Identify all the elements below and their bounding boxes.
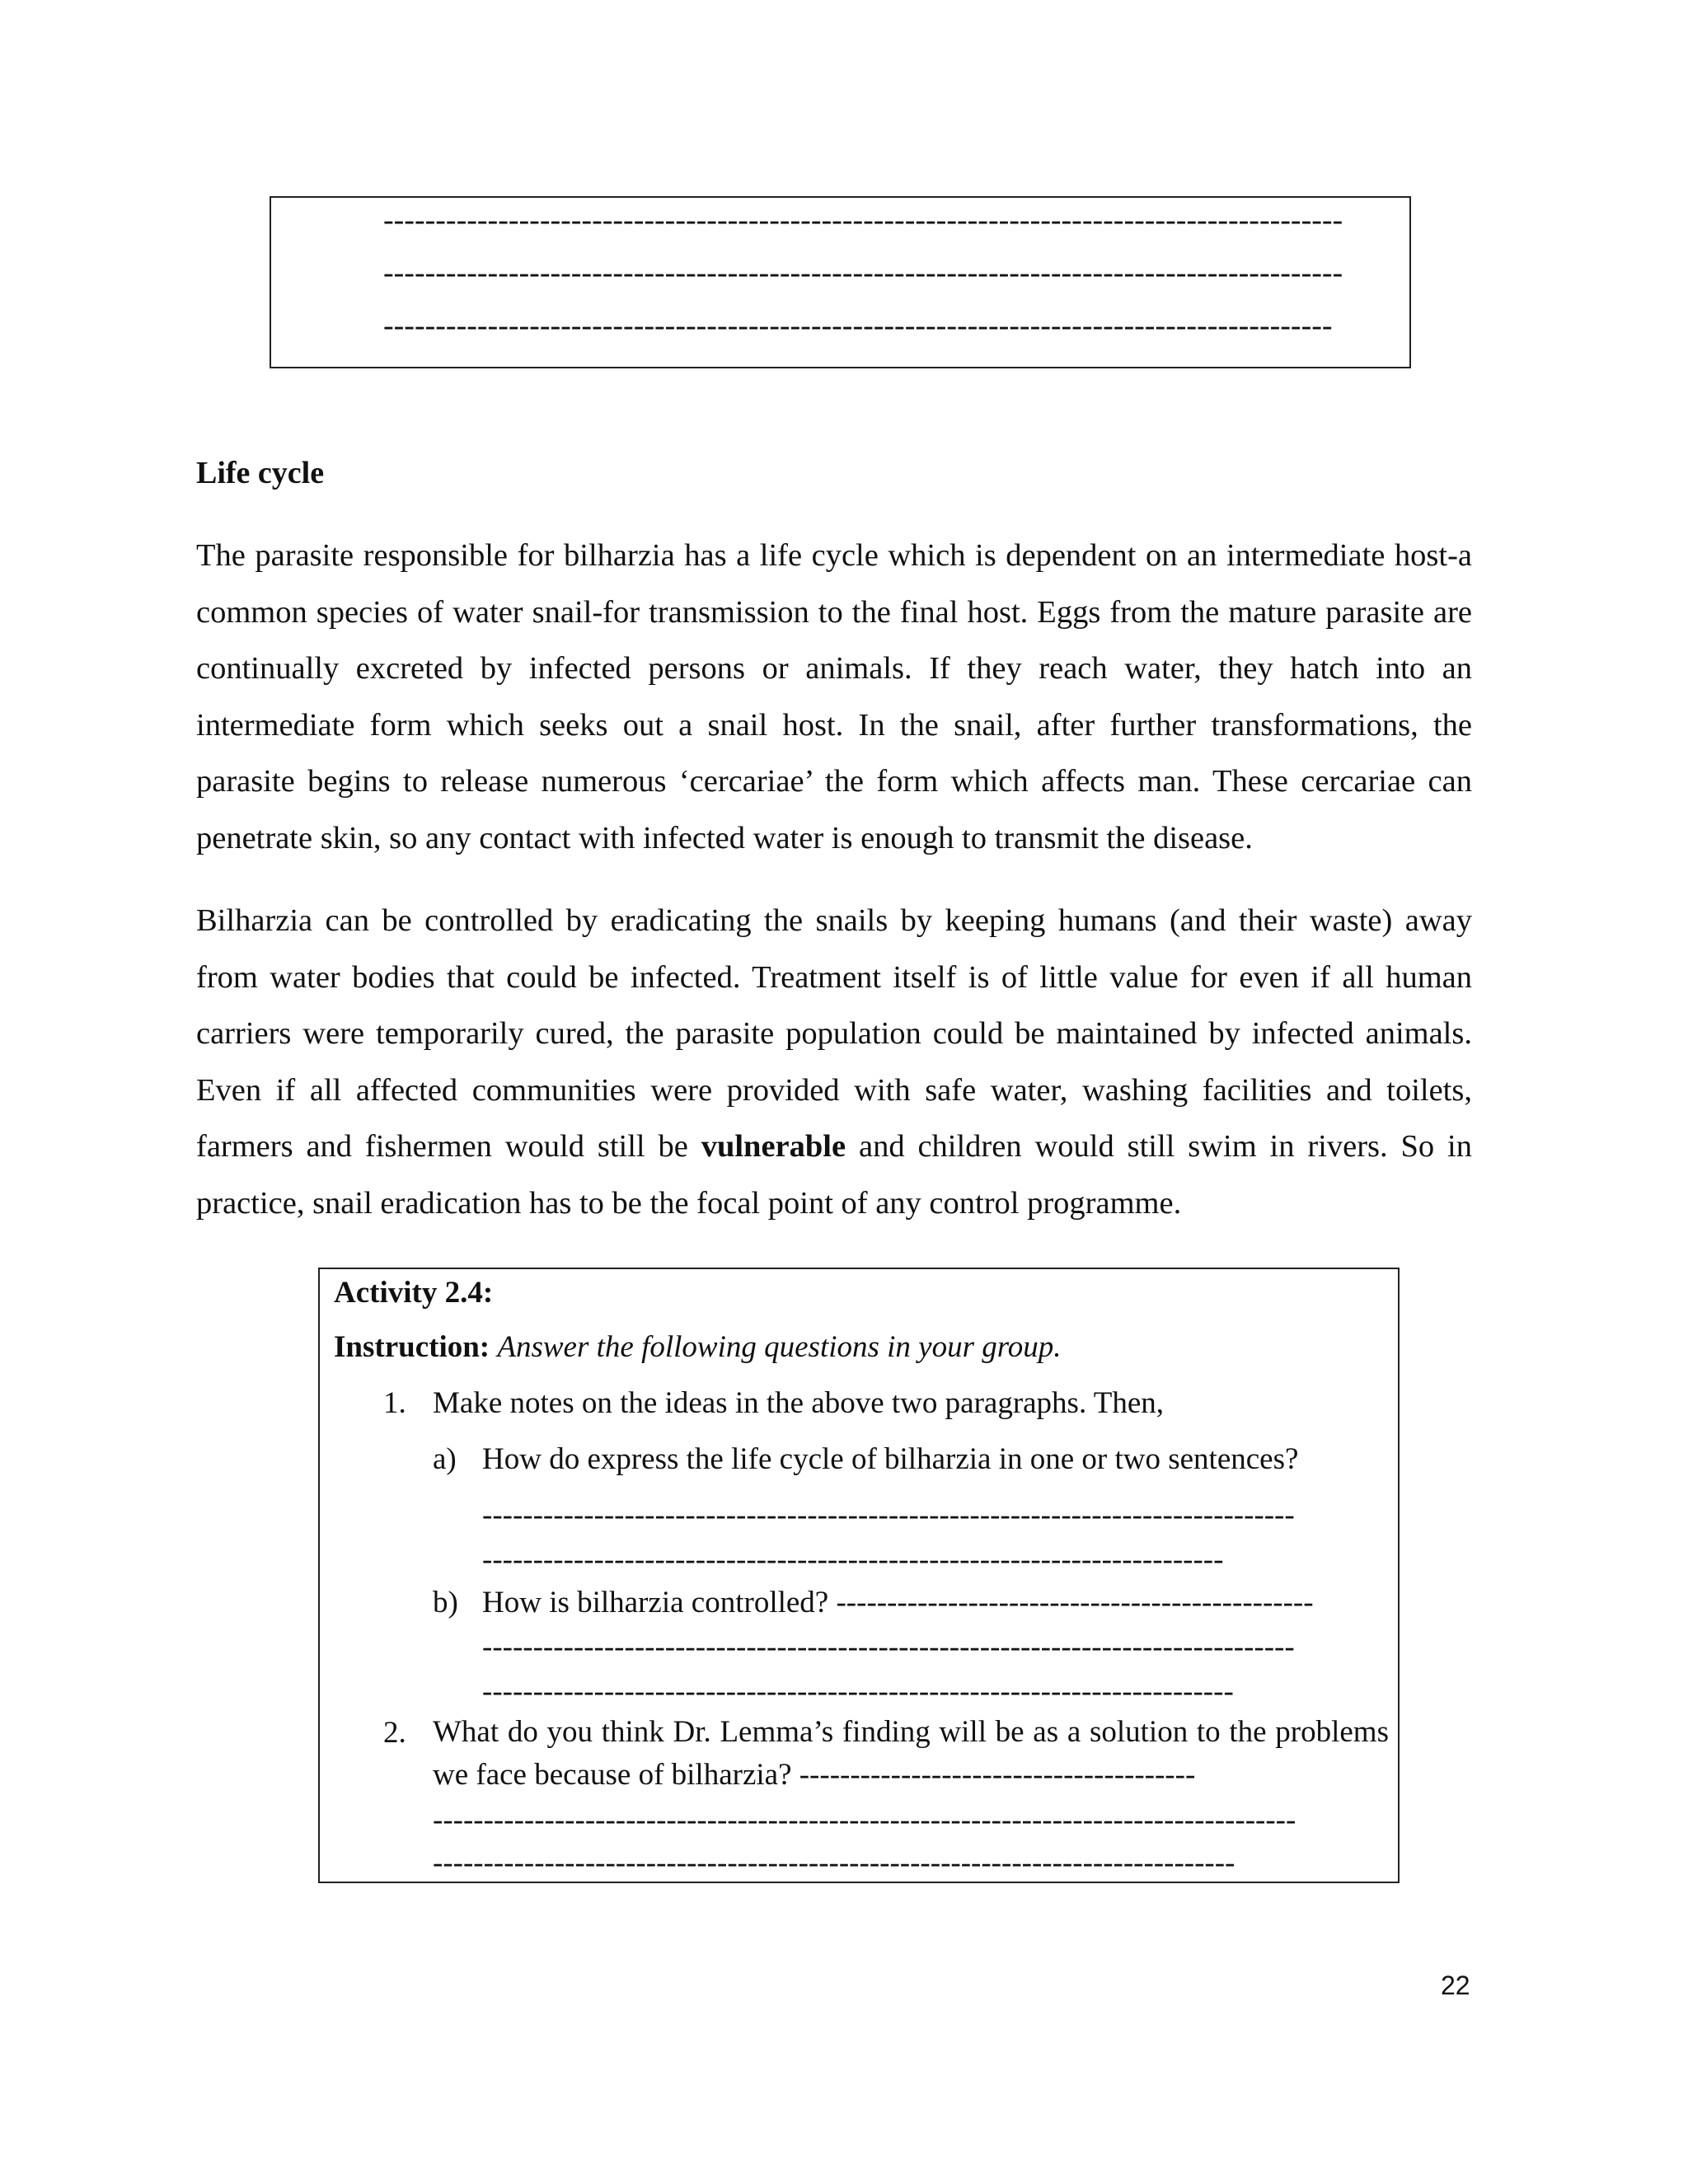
instruction-label: Instruction: <box>334 1330 490 1364</box>
answer-line: -------------------------------------------------------------------------------- <box>482 1500 1295 1530</box>
activity-instruction <box>334 1332 1062 1362</box>
paragraph-control <box>196 893 1472 1231</box>
question-number: 2. <box>383 1716 406 1750</box>
question-2-text: What do you think Dr. Lemma’s finding will be as a solution to the problems we face because of bilharzia? --------------------------------------- <box>433 1715 1389 1792</box>
answer-line: -------------------------------------------------------------------------- <box>482 1676 1234 1707</box>
section-heading: Life cycle <box>196 456 325 490</box>
question-1-text: Make notes on the ideas in the above two paragraphs. Then, <box>433 1386 1165 1420</box>
bold-term: vulnerable <box>701 1129 846 1164</box>
activity-title: Activity 2.4: <box>334 1276 494 1310</box>
answer-line: -------------------------------------------------------------------------------------------- <box>383 257 1343 288</box>
subquestion-b-text: How is bilharzia controlled? ----------------------------------------------- <box>482 1587 1314 1618</box>
activity-box <box>318 1268 1400 1883</box>
answer-line: ------------------------------------------------------------------------------- <box>433 1848 1236 1878</box>
instruction-text: Answer the following questions in your group. <box>497 1330 1062 1364</box>
top-answer-box <box>270 196 1411 368</box>
subquestion-label: a) <box>433 1442 457 1476</box>
subquestion-a-text: How do express the life cycle of bilharzia in one or two sentences? <box>482 1442 1299 1476</box>
page-number: 22 <box>1441 1971 1470 2000</box>
question-number: 1. <box>383 1386 406 1420</box>
answer-line: -------------------------------------------------------------------------------- <box>482 1632 1295 1662</box>
paragraph-text: and children would still swim in rivers. So in practice, snail eradication has to be the focal point of any control programme. <box>196 1129 1472 1221</box>
answer-line: ------------------------------------------------------------------------- <box>482 1544 1224 1575</box>
paragraph-life-cycle: The parasite responsible for bilharzia has a life cycle which is dependent on an intermediate host-a common species of water snail-for transmission to the final host. Eggs from the mature parasite are continually excreted by infected persons or animals. If they reach water, they hatch into an intermediate form which seeks out a snail host. In the snail, after further transformations, the parasite begins to release numerous ‘cercariae’ the form which affects man. These cercariae can penetrate skin, so any contact with infected water is enough to transmit the disease. <box>196 538 1472 855</box>
subquestion-label: b) <box>433 1586 458 1619</box>
paragraph-text: Bilharzia can be controlled by eradicating the snails by keeping humans (and their waste) away from water bodies that could be infected. Treatment itself is of little value for even if all human carriers were temporarily cured, the parasite population could be maintained by infected animals. Even if all affected communities were provided with safe water, washing facilities and toilets, farmers and fishermen would still be <box>196 903 1472 1164</box>
answer-line: ------------------------------------------------------------------------------------------- <box>383 310 1333 341</box>
answer-line: -------------------------------------------------------------------------------------------- <box>383 204 1343 236</box>
answer-line: ------------------------------------------------------------------------------------- <box>433 1805 1296 1835</box>
